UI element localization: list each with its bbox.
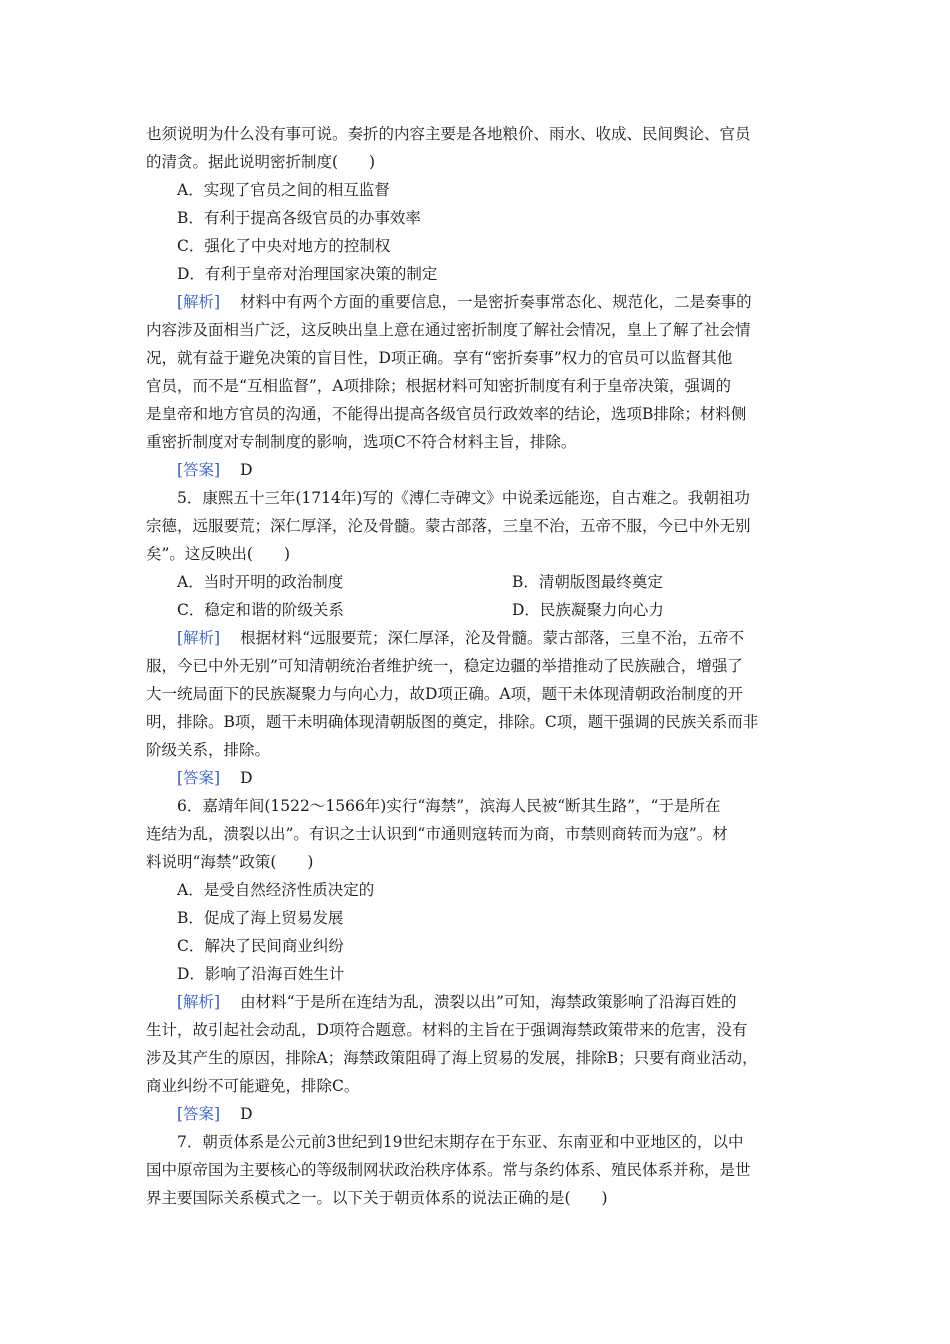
- option-c: C．强化了中央对地方的控制权: [177, 237, 391, 255]
- question-7: [146, 1128, 808, 1212]
- options-row: [146, 596, 808, 624]
- answer-line: [146, 456, 808, 484]
- option-b: B．有利于提高各级官员的办事效率: [177, 209, 421, 227]
- analysis-first-line: [146, 624, 808, 652]
- analysis-line: 服，今已中外无别”可知清朝统治者维护统一，稳定边疆的举措推动了民族融合，增强了: [146, 657, 743, 675]
- option-d: D．有利于皇帝对治理国家决策的制定: [177, 265, 438, 283]
- analysis-text: 由材料“于是所在连结为乱，溃裂以出”可知，海禁政策影响了沿海百姓的: [240, 993, 737, 1011]
- analysis-line: 涉及其产生的原因，排除A；海禁政策阻碍了海上贸易的发展，排除B；只要有商业活动，: [146, 1049, 758, 1067]
- option-d: D．影响了沿海百姓生计: [177, 965, 345, 983]
- question-6: [146, 792, 808, 1128]
- question-5: [146, 484, 808, 792]
- answer-tag: [答案]: [177, 461, 221, 479]
- question-4: [146, 120, 808, 484]
- question-stem-line: 也须说明为什么没有事可说。奏折的内容主要是各地粮价、雨水、收成、民间舆论、官员: [146, 125, 751, 143]
- analysis-line: 官员，而不是“互相监督”，A项排除；根据材料可知密折制度有利于皇帝决策，强调的: [146, 377, 732, 395]
- question-stem-line: 宗德，远服要荒；深仁厚泽，沦及骨髓。蒙古部落，三皇不治，五帝不服，今已中外无别: [146, 517, 751, 535]
- analysis-first-line: [146, 288, 808, 316]
- option-b: B．清朝版图最终奠定: [512, 573, 663, 591]
- analysis-tag: [解析]: [177, 993, 221, 1011]
- analysis-line: 况，就有益于避免决策的盲目性，D项正确。享有“密折奏事”权力的官员可以监督其他: [146, 349, 733, 367]
- question-stem-line: 国中原帝国为主要核心的等级制网状政治秩序体系。常与条约体系、殖民体系并称，是世: [146, 1161, 751, 1179]
- answer-tag: [答案]: [177, 769, 221, 787]
- option-a: A．是受自然经济性质决定的: [177, 881, 375, 899]
- question-stem-line: 连结为乱，溃裂以出”。有识之士认识到“市通则寇转而为商，市禁则商转而为寇”。材: [146, 825, 728, 843]
- analysis-line: 大一统局面下的民族凝聚力与向心力，故D项正确。A项，题干未体现清朝政治制度的开: [146, 685, 744, 703]
- question-stem-line: 的清贪。据此说明密折制度( ): [146, 153, 376, 171]
- answer-line: [146, 1100, 808, 1128]
- document-body: [146, 120, 808, 1212]
- answer-line: [146, 764, 808, 792]
- option-d: D．民族凝聚力向心力: [512, 601, 664, 619]
- analysis-line: 重密折制度对专制制度的影响，选项C不符合材料主旨，排除。: [146, 433, 577, 451]
- analysis-line: 明，排除。B项，题干未明确体现清朝版图的奠定，排除。C项，题干强调的民族关系而非: [146, 713, 759, 731]
- answer-value: D: [240, 461, 253, 479]
- question-stem-line: 7．朝贡体系是公元前3世纪到19世纪末期存在于东亚、东南亚和中亚地区的，以中: [177, 1133, 744, 1151]
- question-stem-line: 5．康熙五十三年(1714年)写的《溥仁寺碑文》中说柔远能迩，自古难之。我朝祖功: [177, 489, 750, 507]
- question-stem-line: 料说明“海禁”政策( ): [146, 853, 314, 871]
- analysis-tag: [解析]: [177, 629, 221, 647]
- question-stem-line: 界主要国际关系模式之一。以下关于朝贡体系的说法正确的是( ): [146, 1189, 608, 1207]
- analysis-tag: [解析]: [177, 293, 221, 311]
- answer-value: D: [240, 1105, 253, 1123]
- analysis-text: 根据材料“远服要荒；深仁厚泽，沦及骨髓。蒙古部落，三皇不治，五帝不: [240, 629, 745, 647]
- answer-value: D: [240, 769, 253, 787]
- analysis-first-line: [146, 988, 808, 1016]
- analysis-line: 生计，故引起社会动乱，D项符合题意。材料的主旨在于强调海禁政策带来的危害，没有: [146, 1021, 748, 1039]
- answer-tag: [答案]: [177, 1105, 221, 1123]
- analysis-line: 商业纠纷不可能避免，排除C。: [146, 1077, 360, 1095]
- option-b: B．促成了海上贸易发展: [177, 909, 344, 927]
- options-row: [146, 568, 808, 596]
- question-stem-line: 矣”。这反映出( ): [146, 545, 291, 563]
- option-c: C．稳定和谐的阶级关系: [177, 601, 344, 619]
- analysis-line: 是皇帝和地方官员的沟通，不能得出提高各级官员行政效率的结论，选项B排除；材料侧: [146, 405, 747, 423]
- question-stem-line: 6．嘉靖年间(1522～1566年)实行“海禁”，滨海人民被“断其生路”，“于是所在: [177, 797, 721, 815]
- analysis-line: 阶级关系，排除。: [146, 741, 271, 759]
- option-c: C．解决了民间商业纠纷: [177, 937, 344, 955]
- analysis-text: 材料中有两个方面的重要信息，一是密折奏事常态化、规范化，二是奏事的: [240, 293, 752, 311]
- analysis-line: 内容涉及面相当广泛，这反映出皇上意在通过密折制度了解社会情况，皇上了解了社会情: [146, 321, 751, 339]
- option-a: A．当时开明的政治制度: [177, 573, 344, 591]
- option-a: A．实现了官员之间的相互监督: [177, 181, 390, 199]
